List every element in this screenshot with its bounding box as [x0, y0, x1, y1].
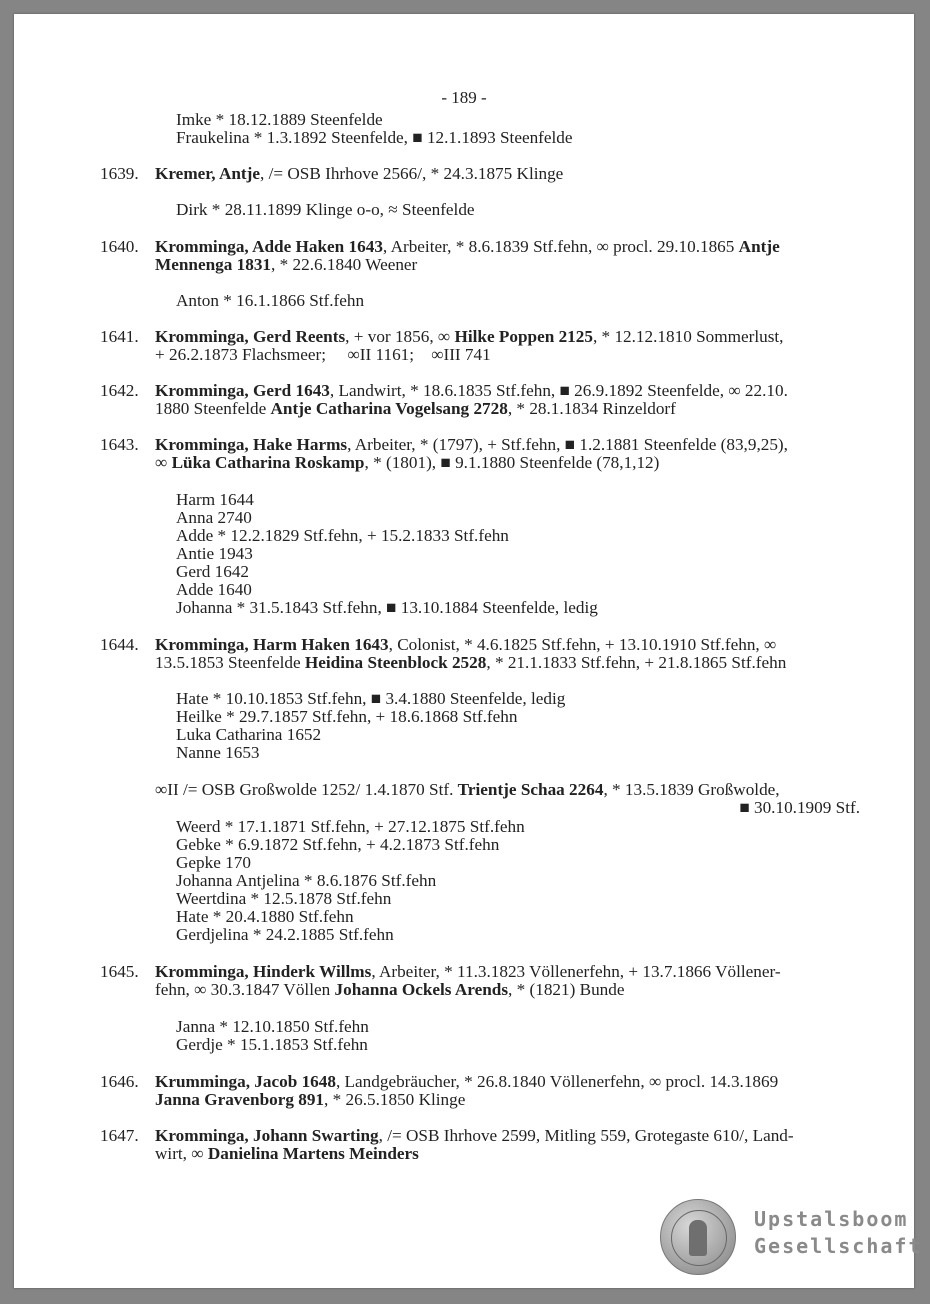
entry-details: , /= OSB Ihrhove 2566/, * 24.3.1875 Klinge — [260, 164, 564, 183]
entry-number: 1647. — [100, 1126, 139, 1145]
spouse-name: Lüka Catharina Roskamp — [171, 453, 365, 472]
child-entry: Gerdjelina * 24.2.1885 Stf.fehn — [176, 925, 394, 944]
spouse-name: Janna Gravenborg 891 — [155, 1090, 325, 1109]
entry-details: , * (1801), ■ 9.1.1880 Steenfelde (78,1,12) — [364, 453, 660, 472]
person-name: Kromminga, Johann Swarting — [155, 1126, 379, 1145]
entry-details: ∞ — [155, 453, 172, 472]
entry-details: , * 21.1.1833 Stf.fehn, + 21.8.1865 Stf.fehn — [486, 653, 787, 672]
child-entry: Adde * 12.2.1829 Stf.fehn, + 15.2.1833 Stf.fehn — [176, 526, 509, 545]
entry-details: , * 22.6.1840 Weener — [271, 255, 418, 274]
child-entry: Dirk * 28.11.1899 Klinge o-o, ≈ Steenfelde — [176, 200, 475, 219]
person-name: Kremer, Antje — [155, 164, 261, 183]
marriage-details: ■ 30.10.1909 Stf. — [739, 798, 860, 817]
child-entry: Heilke * 29.7.1857 Stf.fehn, + 18.6.1868 Stf.fehn — [176, 707, 518, 726]
entry-details: wirt, ∞ — [155, 1144, 208, 1163]
logo-text-line1: Upstalsboom — [754, 1207, 909, 1231]
child-entry: Weerd * 17.1.1871 Stf.fehn, + 27.12.1875 Stf.fehn — [176, 817, 525, 836]
child-entry: Harm 1644 — [176, 490, 254, 509]
entry-number: 1643. — [100, 435, 139, 454]
child-entry: Anton * 16.1.1866 Stf.fehn — [176, 291, 365, 310]
spouse-name-cont: Mennenga 1831 — [155, 255, 272, 274]
entry-number: 1641. — [100, 327, 139, 346]
spouse-name: Hilke Poppen 2125 — [454, 327, 593, 346]
person-name: Kromminga, Gerd Reents — [155, 327, 346, 346]
entry-details: , Arbeiter, * 8.6.1839 Stf.fehn, ∞ procl. 29.10.1865 — [382, 237, 739, 256]
page-number: - 189 - — [441, 88, 487, 107]
child-entry: Fraukelina * 1.3.1892 Steenfelde, ■ 12.1.1893 Steenfelde — [176, 128, 573, 147]
entry-details: , Landwirt, * 18.6.1835 Stf.fehn, ■ 26.9.1892 Steenfelde, ∞ 22.10. — [329, 381, 788, 400]
marriage-details: , * 13.5.1839 Großwolde, — [603, 780, 780, 799]
child-entry: Johanna * 31.5.1843 Stf.fehn, ■ 13.10.1884 Steenfelde, ledig — [176, 598, 598, 617]
society-logo — [660, 1199, 923, 1279]
entry-number: 1640. — [100, 237, 139, 256]
child-entry: Adde 1640 — [176, 580, 252, 599]
person-name: Kromminga, Adde Haken 1643 — [155, 237, 383, 256]
logo-text-line2: Gesellschaft — [754, 1234, 923, 1258]
entry-number: 1645. — [100, 962, 139, 981]
entry-details: 1880 Steenfelde — [155, 399, 271, 418]
entry-details: , * 26.5.1850 Klinge — [324, 1090, 466, 1109]
child-entry: Hate * 20.4.1880 Stf.fehn — [176, 907, 354, 926]
spouse-name: Johanna Ockels Arends — [334, 980, 509, 999]
document-page — [14, 14, 923, 1288]
child-entry: Gerdje * 15.1.1853 Stf.fehn — [176, 1035, 368, 1054]
entry-details: + 26.2.1873 Flachsmeer; ∞II 1161; ∞III 741 — [155, 345, 491, 364]
spouse-name: Trientje Schaa 2264 — [457, 780, 604, 799]
child-entry: Weertdina * 12.5.1878 Stf.fehn — [176, 889, 392, 908]
seal-icon — [660, 1199, 736, 1275]
entry-number: 1639. — [100, 164, 139, 183]
child-entry: Luka Catharina 1652 — [176, 725, 322, 744]
person-name: Kromminga, Hinderk Willms — [155, 962, 372, 981]
person-name: Kromminga, Hake Harms — [155, 435, 348, 454]
spouse-name: Antje — [738, 237, 780, 256]
child-entry: Anna 2740 — [176, 508, 252, 527]
spouse-name: Antje Catharina Vogelsang 2728 — [270, 399, 508, 418]
person-name: Krumminga, Jacob 1648 — [155, 1072, 336, 1091]
child-entry: Nanne 1653 — [176, 743, 260, 762]
child-entry: Antie 1943 — [176, 544, 253, 563]
child-entry: Johanna Antjelina * 8.6.1876 Stf.fehn — [176, 871, 437, 890]
entry-details: 13.5.1853 Steenfelde — [155, 653, 305, 672]
child-entry: Gebke * 6.9.1872 Stf.fehn, + 4.2.1873 Stf.fehn — [176, 835, 500, 854]
spouse-name: Heidina Steenblock 2528 — [304, 653, 487, 672]
entry-details: , Colonist, * 4.6.1825 Stf.fehn, + 13.10.1910 Stf.fehn, ∞ — [388, 635, 777, 654]
entry-details: , Landgebräucher, * 26.8.1840 Völlenerfehn, ∞ procl. 14.3.1869 — [335, 1072, 779, 1091]
entry-details: , * 12.12.1810 Sommerlust, — [592, 327, 784, 346]
child-entry: Gepke 170 — [176, 853, 251, 872]
child-entry: Gerd 1642 — [176, 562, 250, 581]
entry-details: , + vor 1856, ∞ — [345, 327, 455, 346]
entry-number: 1644. — [100, 635, 139, 654]
spouse-name: Danielina Martens Meinders — [207, 1144, 419, 1163]
entry-details: , Arbeiter, * 11.3.1823 Völlenerfehn, + 13.7.1866 Völlener- — [371, 962, 781, 981]
person-name: Kromminga, Gerd 1643 — [155, 381, 330, 400]
entry-details: , * (1821) Bunde — [508, 980, 625, 999]
entry-details: , * 28.1.1834 Rinzeldorf — [507, 399, 676, 418]
person-name: Kromminga, Harm Haken 1643 — [155, 635, 389, 654]
entry-details: fehn, ∞ 30.3.1847 Völlen — [155, 980, 335, 999]
entry-number: 1646. — [100, 1072, 139, 1091]
entry-number: 1642. — [100, 381, 139, 400]
child-entry: Hate * 10.10.1853 Stf.fehn, ■ 3.4.1880 Steenfelde, ledig — [176, 689, 566, 708]
entry-details: , Arbeiter, * (1797), + Stf.fehn, ■ 1.2.1881 Steenfelde (83,9,25), — [347, 435, 788, 454]
child-entry: Imke * 18.12.1889 Steenfelde — [176, 110, 383, 129]
child-entry: Janna * 12.10.1850 Stf.fehn — [176, 1017, 369, 1036]
marriage-details: ∞II /= OSB Großwolde 1252/ 1.4.1870 Stf. — [155, 780, 458, 799]
entry-details: , /= OSB Ihrhove 2599, Mitling 559, Grotegaste 610/, Land- — [378, 1126, 794, 1145]
